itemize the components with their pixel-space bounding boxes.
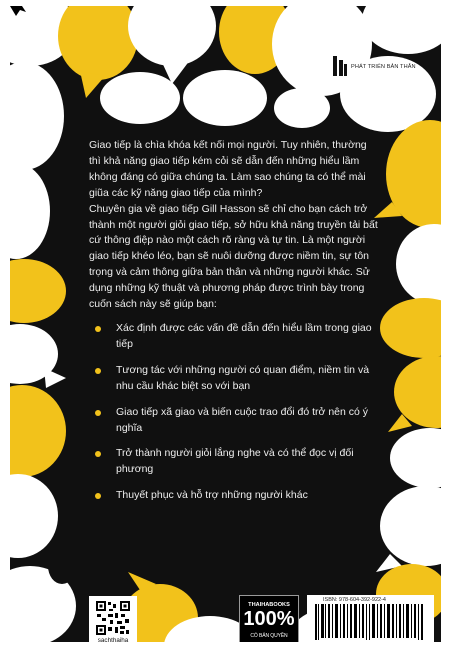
list-item-text: Thuyết phục và hỗ trợ những người khác	[116, 489, 308, 502]
benefits-list	[89, 321, 379, 504]
list-item-text: Trở thành người giỏi lắng nghe và có thể đọc vị đối phương	[116, 447, 354, 476]
qr-label: sachthaiha	[97, 637, 129, 642]
list-item-text: Tương tác với những người có quan điểm, niềm tin và nhu cầu khác biệt so với bạn	[116, 363, 370, 392]
list-item	[89, 321, 379, 353]
copyright-badge	[239, 595, 299, 642]
list-item	[89, 488, 379, 504]
isbn-block	[307, 595, 434, 642]
book-back-cover	[10, 6, 441, 642]
badge-brand: THAIHABOOKS	[248, 602, 290, 608]
publisher-name: PHÁT TRIỂN BẢN THÂN	[351, 64, 416, 70]
bullet-dot-icon	[95, 451, 101, 457]
qr-code-icon	[95, 600, 131, 636]
bullet-dot-icon	[95, 410, 101, 416]
bullet-dot-icon	[95, 493, 101, 499]
mouse-cursor-icon	[10, 6, 32, 16]
qr-block	[89, 596, 137, 642]
barcode-icon	[313, 604, 430, 642]
bullet-dot-icon	[95, 368, 101, 374]
badge-note: CÓ BẢN QUYỀN	[250, 633, 288, 639]
book-logo-icon	[332, 54, 348, 78]
bullet-dot-icon	[95, 326, 101, 332]
blurb	[89, 138, 379, 514]
list-item	[89, 446, 379, 478]
list-item	[89, 363, 379, 395]
intro-paragraph-2: Chuyên gia về giao tiếp Gill Hasson sẽ chỉ cho bạn cách trở thành một người giỏi giao tiếp, sở hữu khả năng truyền tải bất cứ thông điệp nào một cách rõ ràng và tự tin. Là một người giao tiếp khéo léo, bạn sẽ nuôi dưỡng được niềm tin, sự tôn trọng và cảm thông giữa bản thân và những người khác. Sử dụng những kỹ thuật và phương pháp được trình bày trong cuốn sách này sẽ giúp bạn:	[89, 202, 378, 311]
isbn-text: ISBN: 978-604-392-922-4	[323, 597, 386, 603]
publisher-logo	[332, 54, 432, 82]
list-item	[89, 405, 379, 437]
list-item-text: Xác định được các vấn đề dẫn đến hiểu lầm trong giao tiếp	[116, 321, 372, 350]
list-item-text: Giao tiếp xã giao và biến cuộc trao đổi đó trở nên có ý nghĩa	[116, 405, 369, 434]
intro-paragraph-1: Giao tiếp là chìa khóa kết nối mọi người. Tuy nhiên, thường thì khả năng giao tiếp kém cỏi sẽ dẫn đến những hiểu lầm không đáng có giữa chúng ta. Làm sao chúng ta có thể mài giũa các kỹ năng giao tiếp của mình?	[89, 139, 367, 199]
badge-number: 100%	[243, 608, 295, 630]
